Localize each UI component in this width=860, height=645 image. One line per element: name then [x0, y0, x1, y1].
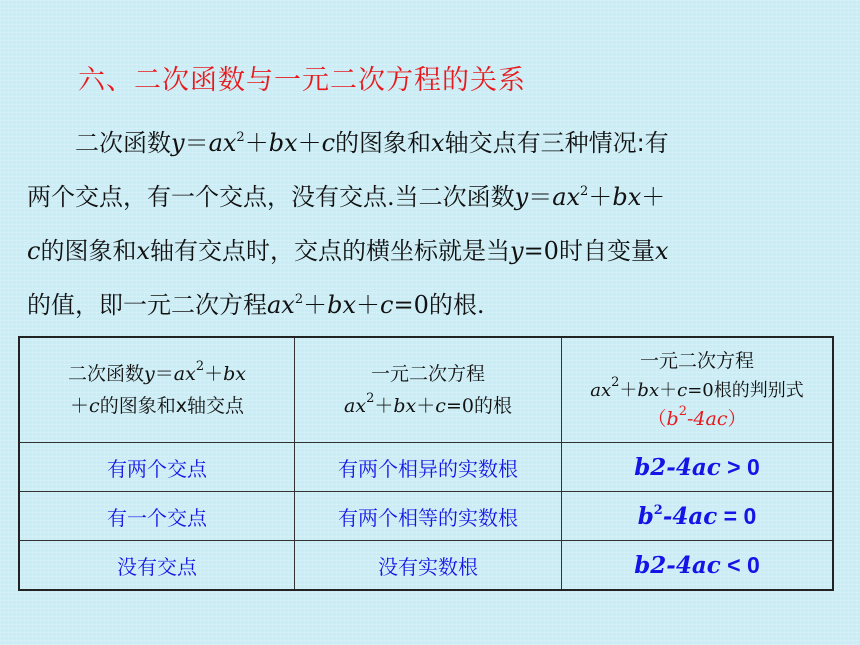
plus: ＋ [70, 395, 90, 417]
equals: ＝ [184, 129, 209, 157]
cell-intersection: 没有交点 [19, 541, 295, 591]
text: 一元二次方程 [639, 349, 754, 372]
discriminant-expr: -4ac [662, 502, 718, 530]
cell-discriminant [562, 541, 834, 591]
relation-table [18, 336, 834, 591]
discriminant-expr: b2-4ac [634, 453, 721, 481]
exponent: 2 [236, 130, 245, 145]
term-4ac: -4ac [686, 407, 728, 430]
header-equation-roots [295, 337, 562, 443]
term-c: c [321, 129, 336, 157]
header-line [566, 376, 828, 405]
cell-roots: 没有实数根 [295, 541, 562, 591]
cell-discriminant [562, 443, 834, 492]
term-c: c [89, 395, 100, 417]
text: 当二次函数 [394, 183, 515, 211]
cell-discriminant [562, 492, 834, 541]
exponent: 2 [366, 391, 375, 406]
plus: ＋ [588, 183, 613, 211]
exponent: 2 [195, 359, 205, 374]
var-x: x [175, 395, 187, 417]
cell-roots: 有两个相异的实数根 [295, 443, 562, 492]
plus: ＋ [303, 291, 328, 319]
plus: ＋ [641, 183, 666, 211]
var-y: y [514, 183, 529, 211]
plus: ＋ [204, 363, 224, 385]
text: 的图象和 [335, 129, 432, 157]
term-ax: ax [208, 129, 237, 157]
exponent: 2 [611, 374, 620, 390]
text: 二次函数 [75, 129, 171, 157]
text: 轴交点 [186, 395, 244, 417]
text: 二次函数 [68, 363, 145, 385]
paragraph-line-2 [27, 176, 817, 230]
var-x: x [654, 237, 669, 265]
table-header-row [19, 337, 833, 443]
var-x: x [431, 129, 445, 157]
table-row [19, 541, 833, 591]
paragraph-line-4 [27, 284, 817, 338]
cell-roots: 有两个相等的实数根 [295, 492, 562, 541]
text: 轴有交点时，交点的横坐标就是当 [150, 237, 510, 265]
text: 的根 [473, 395, 512, 417]
term-c: c [380, 291, 394, 319]
cell-intersection: 有两个交点 [19, 443, 295, 492]
term-ax: ax [173, 363, 196, 385]
page-title: 六、二次函数与一元二次方程的关系 [78, 65, 526, 96]
exponent: 2 [294, 292, 304, 307]
term-bx: bx [327, 291, 357, 319]
equals: ＝ [528, 183, 553, 211]
text: 轴交点有三种情况:有 [444, 129, 669, 157]
header-intersection [19, 337, 295, 443]
term-c: c [677, 379, 688, 401]
plus: ＋ [416, 395, 436, 417]
table-row [19, 443, 833, 492]
text: 两个交点，有一个交点，没有交点 [27, 183, 387, 211]
paren: ） [727, 407, 747, 430]
text: 的根 [428, 291, 477, 319]
text: 根的判别式 [713, 379, 804, 401]
comparison: > 0 [720, 453, 760, 480]
var-y: y [171, 129, 185, 157]
term-c: c [435, 395, 446, 417]
text: 的图象和 [40, 237, 137, 265]
term-bx: bx [223, 363, 246, 385]
var-y: y [510, 237, 524, 265]
header-line [24, 358, 290, 390]
header-line [299, 358, 557, 390]
term-ax: ax [267, 291, 295, 319]
header-line [299, 390, 557, 422]
equals: ＝ [154, 363, 174, 385]
exponent: 2 [678, 403, 687, 419]
plus: ＋ [374, 395, 394, 417]
term-ax: ax [344, 395, 367, 417]
term-bx: bx [612, 183, 642, 211]
plus: ＋ [297, 129, 322, 157]
equals-zero: =0 [393, 291, 429, 319]
cell-intersection: 有一个交点 [19, 492, 295, 541]
period: . [476, 291, 485, 319]
exponent: 2 [580, 184, 589, 199]
plus: ＋ [244, 129, 269, 157]
term-ax: ax [552, 183, 581, 211]
equals-zero: =0 [445, 395, 474, 417]
comparison: = 0 [717, 502, 757, 529]
period: . [387, 183, 395, 211]
intro-paragraph [27, 122, 817, 338]
plus: ＋ [619, 379, 638, 401]
text: 一元二次方程 [370, 363, 485, 385]
term-b: b [666, 407, 679, 430]
paragraph-line-3 [27, 230, 817, 284]
equals-zero: =0 [523, 237, 559, 265]
paragraph-line-1 [27, 122, 817, 176]
table-row [19, 492, 833, 541]
var-x: x [136, 237, 150, 265]
exponent: 2 [653, 502, 663, 518]
term-c: c [27, 237, 41, 265]
header-discriminant [562, 337, 834, 443]
header-line [566, 347, 828, 376]
term-bx: bx [268, 129, 298, 157]
term-bx: bx [393, 395, 417, 417]
text: 的值，即一元二次方程 [27, 291, 267, 319]
equals-zero: =0 [687, 379, 714, 401]
term-ax: ax [590, 379, 612, 401]
var-y: y [144, 363, 155, 385]
term-bx: bx [637, 379, 660, 401]
plus: ＋ [356, 291, 381, 319]
discriminant-expr: b2-4ac [634, 551, 721, 579]
header-line [566, 405, 828, 434]
discriminant-b: b [637, 502, 654, 530]
comparison: < 0 [720, 551, 760, 578]
header-line [24, 390, 290, 422]
text: 的图象和 [99, 395, 176, 417]
paren: （ [647, 407, 667, 430]
plus: ＋ [659, 379, 678, 401]
text: 时自变量 [558, 237, 655, 265]
